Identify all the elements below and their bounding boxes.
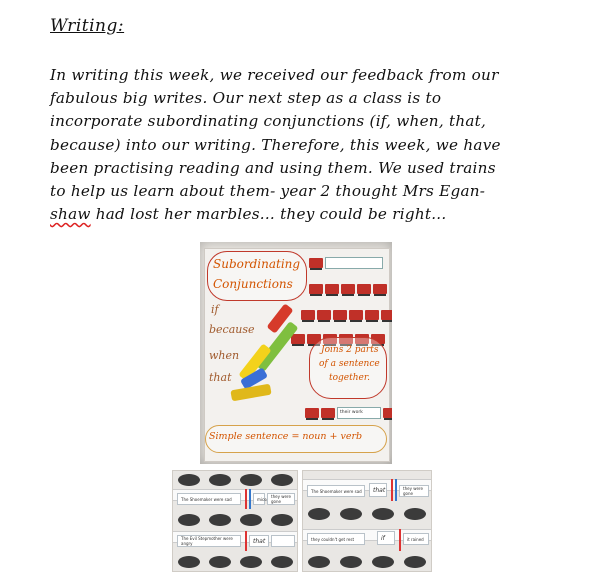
poster-word-if: if xyxy=(211,303,219,316)
card-mice: mice xyxy=(253,493,265,505)
dot xyxy=(404,508,426,520)
card-that: that xyxy=(249,535,269,547)
carriage xyxy=(341,284,355,294)
card-they-were-gone: they were gone xyxy=(399,485,429,497)
paragraph-text-after: had lost her marbles... they could be right... xyxy=(90,205,447,224)
poster-word-when: when xyxy=(209,349,240,362)
card-blank xyxy=(271,535,295,547)
their-work-card: their work xyxy=(337,407,381,419)
dot xyxy=(372,508,394,520)
poster-sheet xyxy=(204,248,390,462)
dot xyxy=(240,556,262,568)
simple-sentence-text: Simple sentence = noun + verb xyxy=(209,431,363,442)
card-shoemaker: The Shoemaker were sad xyxy=(307,485,365,497)
poster-title-line2: Conjunctions xyxy=(213,277,293,291)
red-bar xyxy=(391,479,393,501)
dot xyxy=(271,556,293,568)
dot xyxy=(271,474,293,486)
carriage xyxy=(333,310,347,320)
dot xyxy=(308,508,330,520)
train-row-5 xyxy=(305,405,392,421)
dot xyxy=(340,556,362,568)
carriage xyxy=(373,284,387,294)
dot xyxy=(178,556,200,568)
card-it-rained: it rained xyxy=(403,533,429,545)
dot xyxy=(209,514,231,526)
page-heading: Writing: xyxy=(50,16,125,36)
body-paragraph xyxy=(50,64,570,226)
misspelled-word[interactable]: shaw xyxy=(50,205,91,224)
card-evil-stepmother: The Evil Stepmother were angry xyxy=(177,535,241,547)
carriage xyxy=(383,408,392,418)
card-that: that xyxy=(369,483,387,497)
photo-left xyxy=(172,470,298,572)
red-bar xyxy=(399,529,401,551)
dot xyxy=(209,474,231,486)
red-bar xyxy=(245,489,247,509)
blue-bar xyxy=(249,489,251,509)
dot xyxy=(372,556,394,568)
dots-row-2 xyxy=(303,555,431,569)
dot xyxy=(209,556,231,568)
poster-photo xyxy=(200,242,392,464)
stick-train-base xyxy=(230,384,271,402)
dot xyxy=(178,514,200,526)
photo-right xyxy=(302,470,432,572)
cloud-line-1: Joins 2 parts xyxy=(321,345,379,355)
dots-row-3 xyxy=(173,555,297,569)
poster-title-line1: Subordinating xyxy=(213,257,301,271)
dots-row-2 xyxy=(173,513,297,527)
paragraph-text-before: In writing this week, we received our feedback from our fabulous big writes. Our next step as a class is to incorporate subordinating conjunctions (if, when, that, because) into our writing. Therefore, this week, we have been practising reading and using them. We used trains to help us learn about them- year 2 thought Mrs Egan- xyxy=(50,66,501,201)
blue-bar xyxy=(395,479,397,501)
train-row-1 xyxy=(309,255,383,271)
carriage xyxy=(317,310,331,320)
red-bar xyxy=(245,531,247,551)
card-they-were-gone: they were gone xyxy=(267,493,295,505)
word-card xyxy=(325,257,383,269)
dot xyxy=(308,556,330,568)
card-if: if xyxy=(377,531,395,545)
cloud-line-3: together. xyxy=(329,373,371,383)
carriage xyxy=(309,258,323,268)
poster-word-that: that xyxy=(209,371,232,384)
dot xyxy=(271,514,293,526)
dots-row-1 xyxy=(173,473,297,487)
dot xyxy=(240,514,262,526)
card-shoemaker: The Shoemaker were sad xyxy=(177,493,241,505)
dot xyxy=(404,556,426,568)
carriage xyxy=(365,310,379,320)
carriage xyxy=(349,310,363,320)
carriage xyxy=(301,310,315,320)
dot xyxy=(178,474,200,486)
train-row-2 xyxy=(309,281,387,297)
card-couldnt-get-rest: they couldn't get rest xyxy=(307,533,365,545)
dots-row-1 xyxy=(303,507,431,521)
carriage xyxy=(309,284,323,294)
cloud-line-2: of a sentence xyxy=(319,359,380,369)
poster-word-because: because xyxy=(209,323,255,336)
carriage xyxy=(291,334,305,344)
carriage xyxy=(381,310,392,320)
carriage xyxy=(321,408,335,418)
carriage xyxy=(305,408,319,418)
dot xyxy=(340,508,362,520)
train-row-3 xyxy=(301,307,392,323)
carriage xyxy=(357,284,371,294)
carriage xyxy=(325,284,339,294)
dot xyxy=(240,474,262,486)
